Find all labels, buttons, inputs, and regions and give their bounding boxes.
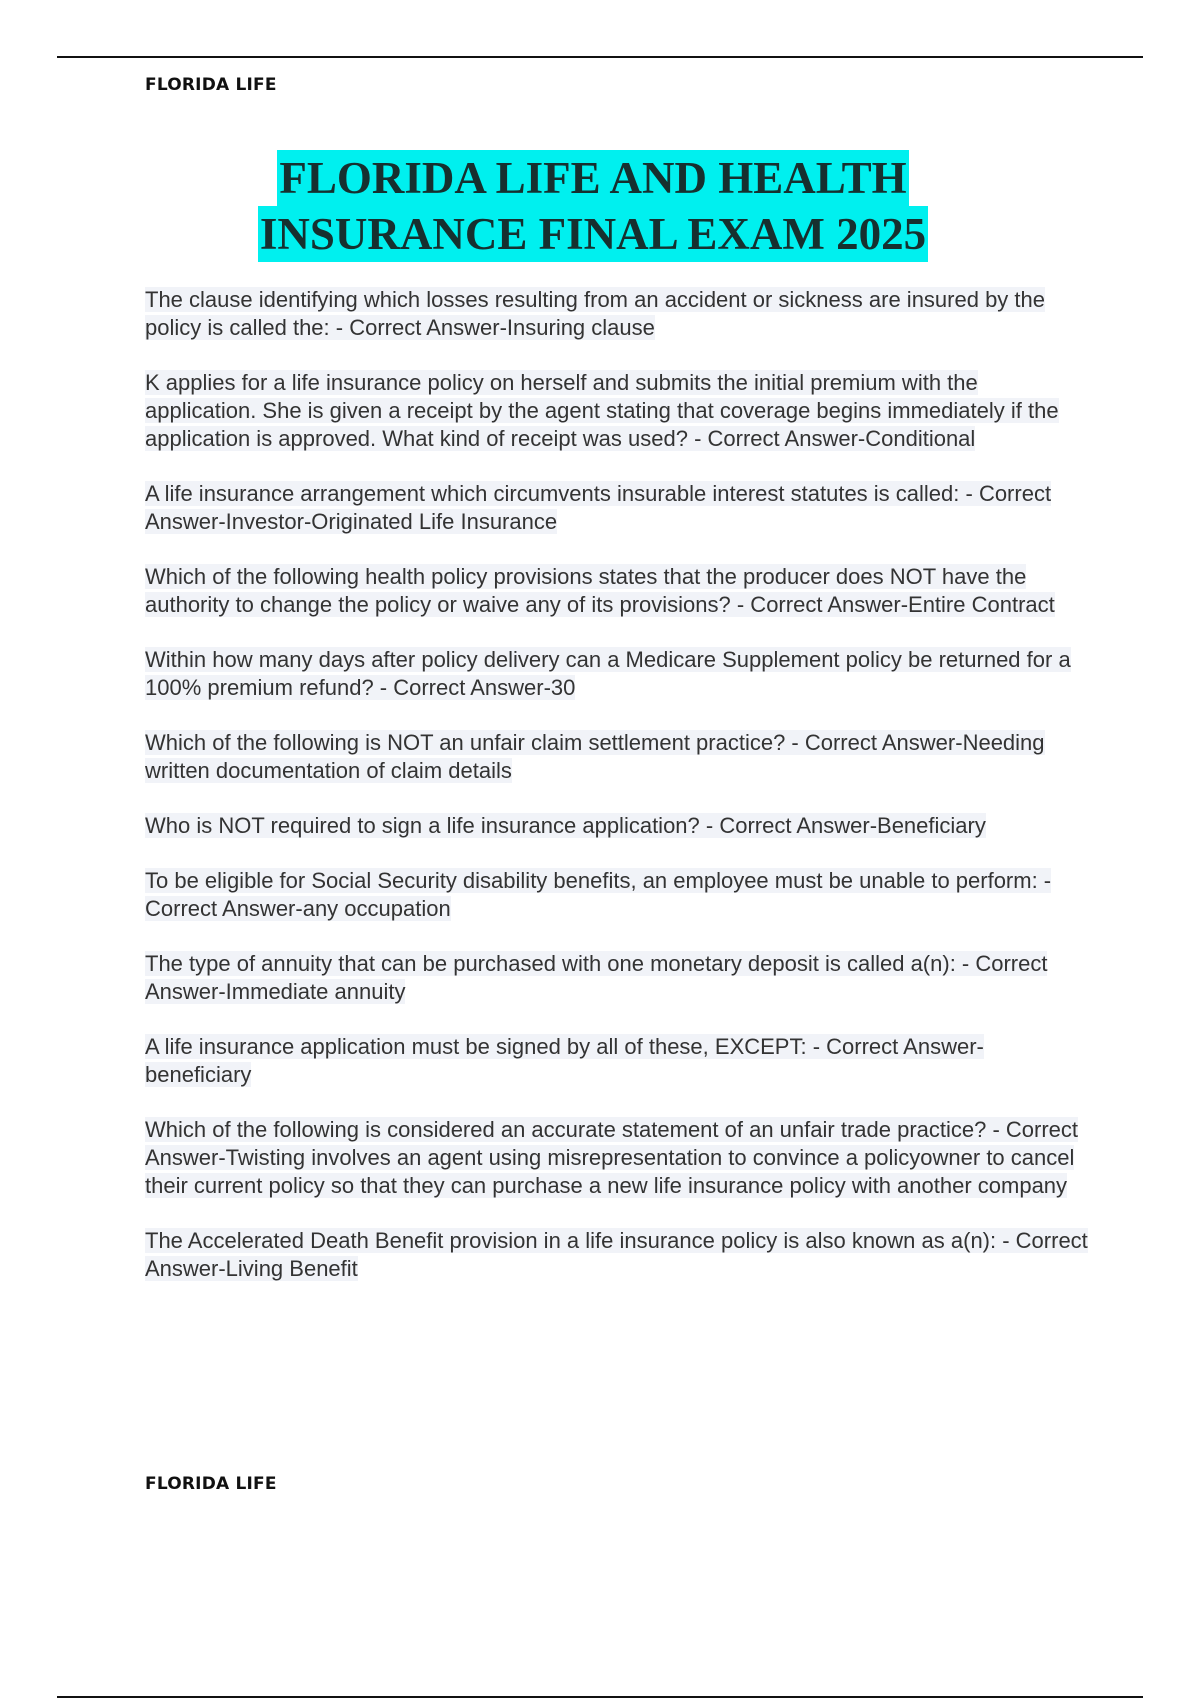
question-text: Which of the following health policy provisions states that the producer does NOT have the authority to change the policy or waive any of its provisions? - Correct Answer-Entire Contract bbox=[145, 564, 1055, 617]
question-text: Within how many days after policy delivery can a Medicare Supplement policy be returned for a 100% premium refund? - Correct Answer-30 bbox=[145, 647, 1071, 700]
question-text: The Accelerated Death Benefit provision in a life insurance policy is also known as a(n): - Correct Answer-Living Benefit bbox=[145, 1228, 1088, 1281]
question-item bbox=[145, 1227, 1090, 1283]
question-item bbox=[145, 480, 1090, 536]
question-text: Which of the following is NOT an unfair claim settlement practice? - Correct Answer-Needing written documentation of claim details bbox=[145, 730, 1045, 783]
question-item bbox=[145, 1033, 1090, 1089]
question-text: A life insurance application must be signed by all of these, EXCEPT: - Correct Answer-beneficiary bbox=[145, 1034, 984, 1087]
question-item bbox=[145, 286, 1090, 342]
question-text: The type of annuity that can be purchased with one monetary deposit is called a(n): - Correct Answer-Immediate annuity bbox=[145, 951, 1048, 1004]
title-line-2: INSURANCE FINAL EXAM 2025 bbox=[258, 206, 928, 262]
header-rule bbox=[57, 56, 1143, 58]
question-text: Which of the following is considered an accurate statement of an unfair trade practice? - Correct Answer-Twisting involves an agent using misrepresentation to convince a policyowner to cancel their current policy so that they can purchase a new life insurance policy with another company bbox=[145, 1117, 1079, 1198]
question-item bbox=[145, 729, 1090, 785]
question-item bbox=[145, 563, 1090, 619]
running-footer: FLORIDA LIFE bbox=[145, 1474, 277, 1494]
question-text: Who is NOT required to sign a life insurance application? - Correct Answer-Beneficiary bbox=[145, 813, 986, 838]
question-list bbox=[145, 286, 1090, 1310]
question-text: The clause identifying which losses resulting from an accident or sickness are insured by the policy is called the: - Correct Answer-Insuring clause bbox=[145, 287, 1046, 340]
question-text: K applies for a life insurance policy on herself and submits the initial premium with the application. She is given a receipt by the agent stating that coverage begins immediately if the application is approved. What kind of receipt was used? - Correct Answer-Conditional bbox=[145, 370, 1059, 451]
question-text: To be eligible for Social Security disability benefits, an employee must be unable to perform: - Correct Answer-any occupation bbox=[145, 868, 1052, 921]
question-text: A life insurance arrangement which circumvents insurable interest statutes is called: - Correct Answer-Investor-Originated Life Insurance bbox=[145, 481, 1052, 534]
document-title bbox=[0, 150, 1186, 262]
question-item bbox=[145, 867, 1090, 923]
running-header: FLORIDA LIFE bbox=[145, 75, 277, 95]
question-item bbox=[145, 369, 1090, 453]
question-item bbox=[145, 812, 1090, 840]
question-item bbox=[145, 950, 1090, 1006]
title-line-1: FLORIDA LIFE AND HEALTH bbox=[277, 150, 908, 206]
question-item bbox=[145, 1116, 1090, 1200]
question-item bbox=[145, 646, 1090, 702]
footer-rule bbox=[57, 1696, 1143, 1698]
